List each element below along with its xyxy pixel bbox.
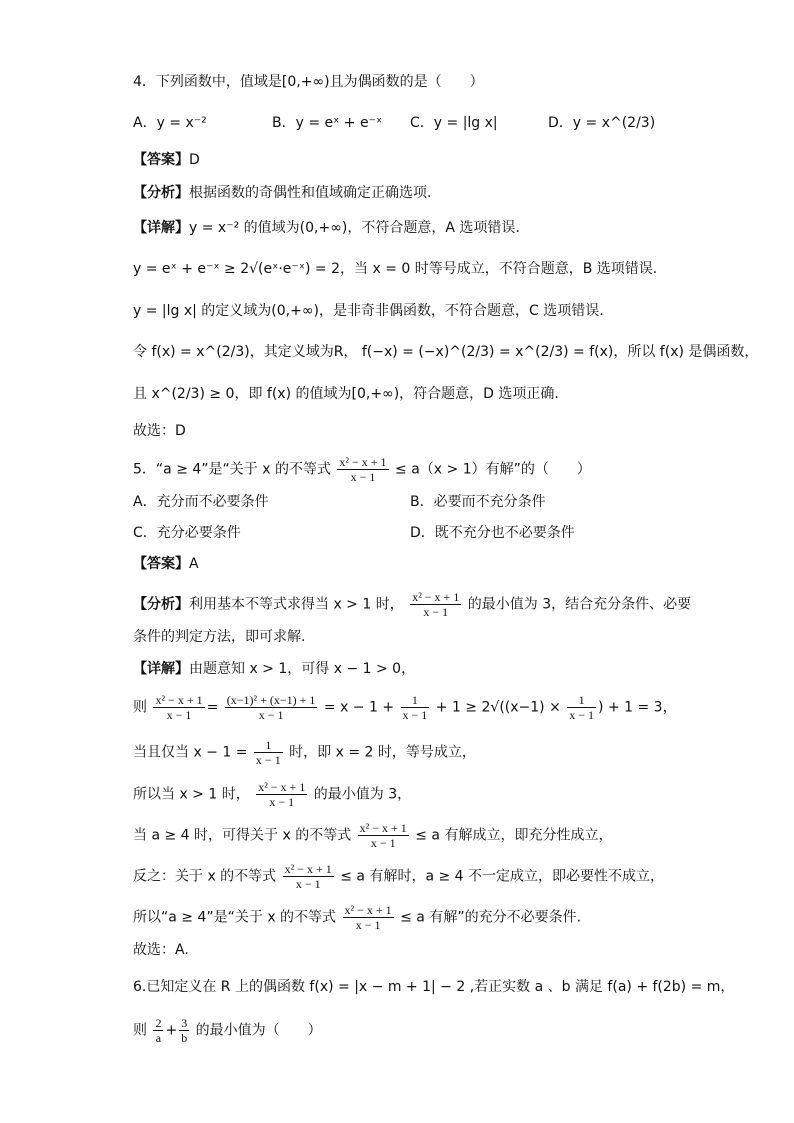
q4-answer-line	[133, 150, 200, 170]
q5-answer-line: 【答案】A	[133, 556, 199, 572]
answer-tag: 【答案】	[133, 152, 189, 168]
q4-option-c: C．y = |lg x|	[410, 115, 498, 131]
q5-stem: 5．“a ≥ 4”是“关于 x 的不等式 $\frac{\text{x² − x + 1}}{x - 1}$ ≤ a（x > 1）有解”的（ ）	[133, 455, 591, 484]
q5-answer: A	[189, 556, 199, 572]
q5-detail-5: 当 a ≥ 4 时，可得关于 x 的不等式 $\frac{\text{x² − x + 1}}{x - 1}$ ≤ a 有解成立，即充分性成立，	[133, 821, 613, 850]
q5-analysis-line: 【分析】利用基本不等式求得当 x > 1 时， $\frac{\text{x² − x + 1}}{x - 1}$ 的最小值为 3，结合充分条件、必要	[133, 590, 692, 619]
q4-option-d: D．y = x^(2/3)	[548, 115, 656, 131]
q5-detail-3: 当且仅当 x − 1 = $\frac{1}{x - 1}$ 时，即 x = 2 时，等号成立，	[133, 738, 476, 767]
q5-choose: 故选：A.	[133, 942, 189, 958]
q4-choose: 故选：D	[133, 423, 186, 439]
q4-detail-2: y = eˣ + e⁻ˣ ≥ 2√(eˣ·e⁻ˣ) = 2，当 x = 0 时等号成立，不符合题意，B 选项错误.	[133, 261, 658, 277]
detail-tag: 【详解】	[133, 220, 189, 236]
q4-detail-5: 且 x^(2/3) ≥ 0，即 f(x) 的值域为[0,+∞)，符合题意，D 选项正确.	[133, 386, 559, 402]
q5-detail-4: 所以当 x > 1 时， $\frac{\text{x² − x + 1}}{x - 1}$ 的最小值为 3，	[133, 780, 412, 809]
q5-option-d: D．既不充分也不必要条件	[410, 525, 575, 541]
q5-option-a: A．充分而不必要条件	[133, 494, 269, 510]
q5-detail-2: 则 $\frac{\text{x² − x + 1}}{x - 1}$ = $\frac{\text{(x−1)² + (x−1) + 1}}{x - 1}$ = x − 1 + $\frac{1}{x - 1}$ + 1 ≥ 2√((x−1) × $\frac{1}{x - 1}$ ) + 1 = 3，	[133, 693, 677, 722]
q5-detail-6: 反之：关于 x 的不等式 $\frac{\text{x² − x + 1}}{x - 1}$ ≤ a 有解时，a ≥ 4 不一定成立，即必要性不成立，	[133, 862, 665, 891]
q4-option-b: B．y = eˣ + e⁻ˣ	[272, 115, 383, 131]
q5-detail-1: 【详解】由题意知 x > 1，可得 x − 1 > 0，	[133, 661, 416, 677]
q6-stem-2: 则 $\frac{2}{a}$ + $\frac{3}{b}$ 的最小值为（ ）	[133, 1016, 322, 1045]
q4-option-a: A．y = x⁻²	[133, 115, 207, 131]
q4-detail-4: 令 f(x) = x^(2/3)，其定义域为R， f(−x) = (−x)^(2/3) = x^(2/3) = f(x)，所以 f(x) 是偶函数，	[133, 344, 759, 360]
q5-option-c: C．充分必要条件	[133, 525, 241, 541]
analysis-tag: 【分析】	[133, 185, 189, 201]
q4-analysis: 根据函数的奇偶性和值域确定正确选项.	[189, 185, 432, 201]
q5-option-b: B．必要而不充分条件	[410, 494, 546, 510]
q4-detail-3: y = |lg x| 的定义域为(0,+∞)，是非奇非偶函数，不符合题意，C 选项错误.	[133, 303, 604, 319]
q4-analysis-line	[133, 183, 431, 203]
q5-detail-7: 所以“a ≥ 4”是“关于 x 的不等式 $\frac{\text{x² − x + 1}}{x - 1}$ ≤ a 有解”的充分不必要条件.	[133, 903, 582, 932]
q4-detail-1: 【详解】y = x⁻² 的值域为(0,+∞)，不符合题意，A 选项错误.	[133, 220, 520, 236]
q4-answer: D	[189, 152, 200, 168]
q6-stem-1: 6.已知定义在 R 上的偶函数 f(x) = |x − m + 1| − 2 ,若正实数 a 、b 满足 f(a) + f(2b) = m，	[133, 979, 735, 995]
q5-stem-fraction: $\frac{\text{x² − x + 1}}{x - 1}$	[339, 455, 387, 484]
q4-stem: 4．下列函数中，值域是[0,+∞)且为偶函数的是（ ）	[133, 74, 484, 90]
q5-analysis-line-2: 条件的判定方法，即可求解.	[133, 629, 306, 645]
